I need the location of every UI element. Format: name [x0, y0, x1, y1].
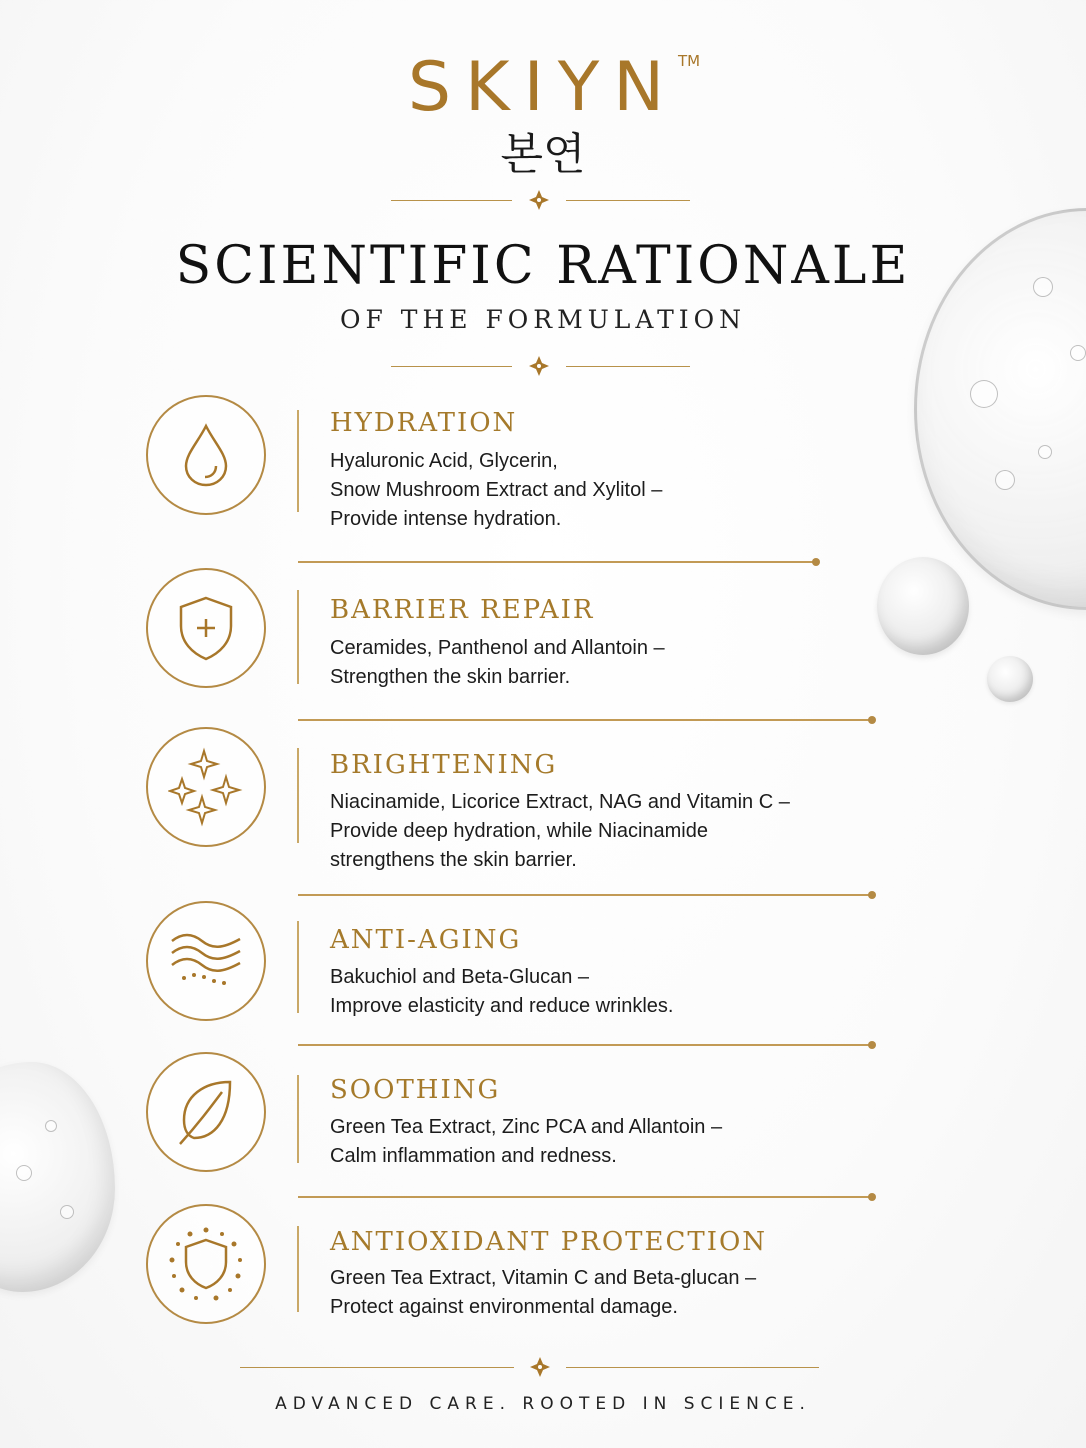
bubble [995, 470, 1015, 490]
benefit-title: HYDRATION [330, 408, 518, 438]
benefit-description: Hyaluronic Acid, Glycerin, Snow Mushroom Extract and Xylitol – Provide intense hydration. [330, 450, 663, 530]
separator-dot [868, 716, 876, 724]
row-separator [298, 1044, 870, 1046]
row-separator [298, 894, 870, 896]
waves-icon [146, 901, 266, 1021]
water-drop-icon [146, 395, 266, 515]
bubble [60, 1205, 74, 1219]
divider-line [391, 366, 512, 367]
benefit-title: BRIGHTENING [330, 750, 558, 780]
separator-dot [812, 558, 820, 566]
brand-name: SKIYN [407, 48, 679, 127]
ornament-icon [528, 189, 550, 211]
separator-dot [868, 1041, 876, 1049]
benefit-description: Niacinamide, Licorice Extract, NAG and Vitamin C – Provide deep hydration, while Niacinamide strengthens the skin barrier. [330, 791, 790, 871]
shield-plus-icon [146, 568, 266, 688]
row-accent-line [297, 921, 299, 1013]
benefit-title: SOOTHING [330, 1075, 501, 1105]
row-accent-line [297, 590, 299, 684]
divider-line [240, 1367, 514, 1368]
divider-line [566, 366, 690, 367]
bubble [970, 380, 998, 408]
benefit-title: ANTIOXIDANT PROTECTION [330, 1227, 768, 1257]
separator-dot [868, 1193, 876, 1201]
row-accent-line [297, 1226, 299, 1312]
row-separator [298, 561, 814, 563]
row-separator [298, 1196, 870, 1198]
leaf-icon [146, 1052, 266, 1172]
bubble [16, 1165, 32, 1181]
brand-logo [0, 48, 1086, 127]
shield-dots-icon [146, 1204, 266, 1324]
sparkles-icon [146, 727, 266, 847]
gel-drop-small [987, 656, 1033, 702]
row-accent-line [297, 1075, 299, 1163]
ornament-icon [528, 355, 550, 377]
bubble [45, 1120, 57, 1132]
gel-drop-medium [877, 557, 969, 655]
divider-line [566, 200, 690, 201]
benefit-title: BARRIER REPAIR [330, 595, 595, 625]
page-subtitle: OF THE FORMULATION [339, 305, 746, 334]
bubble [1038, 445, 1052, 459]
divider-line [391, 200, 512, 201]
brand-korean-name: 본연 [500, 129, 586, 180]
row-accent-line [297, 748, 299, 843]
benefit-description: Green Tea Extract, Vitamin C and Beta-glucan – Protect against environmental damage. [330, 1267, 757, 1318]
benefit-description: Bakuchiol and Beta-Glucan – Improve elasticity and reduce wrinkles. [330, 966, 674, 1017]
row-accent-line [297, 410, 299, 512]
row-separator [298, 719, 870, 721]
benefit-description: Green Tea Extract, Zinc PCA and Allantoin – Calm inflammation and redness. [330, 1116, 723, 1167]
trademark-mark: TM [678, 52, 701, 70]
ornament-icon [529, 1356, 551, 1378]
page-title: SCIENTIFIC RATIONALE [175, 236, 911, 296]
divider-line [566, 1367, 819, 1368]
footer-tagline: ADVANCED CARE. ROOTED IN SCIENCE. [275, 1394, 811, 1414]
bubble [1070, 345, 1086, 361]
separator-dot [868, 891, 876, 899]
benefit-description: Ceramides, Panthenol and Allantoin – Strengthen the skin barrier. [330, 637, 665, 688]
benefit-title: ANTI-AGING [330, 925, 522, 955]
